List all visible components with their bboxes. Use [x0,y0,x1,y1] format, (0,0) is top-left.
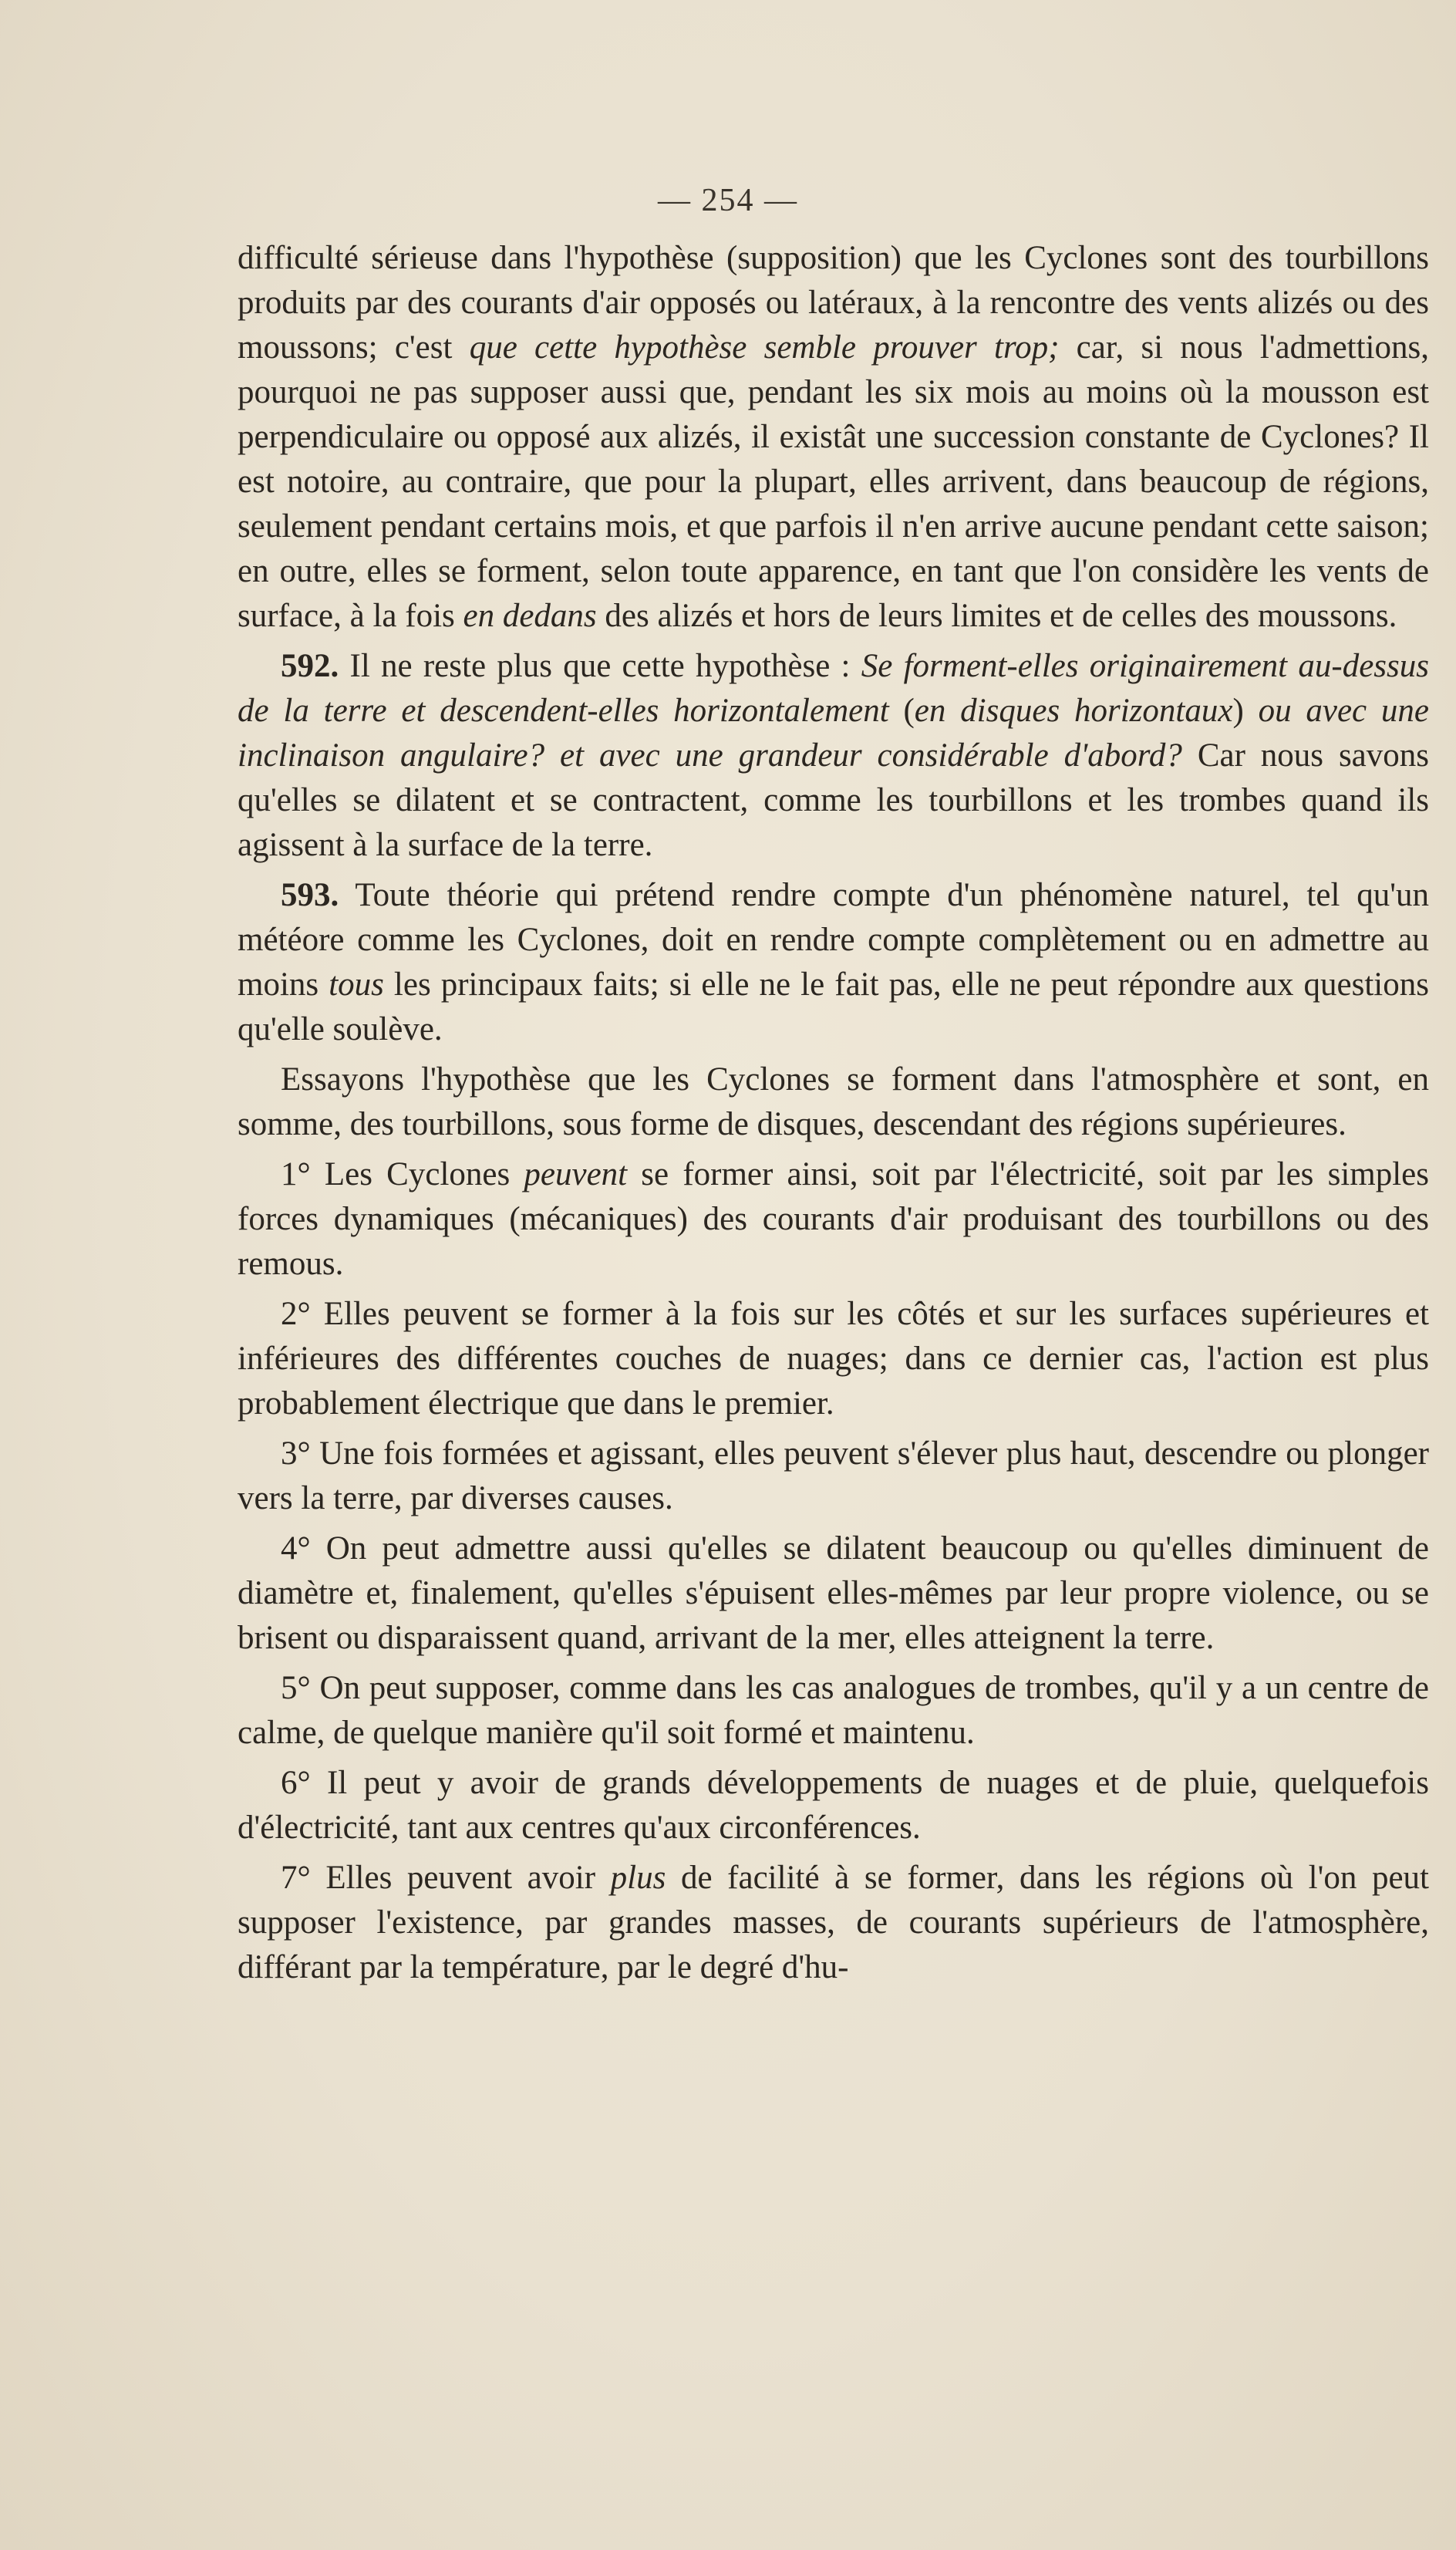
text-run: car, si nous l'admettions, pourquoi ne pas supposer aussi que, pendant les six mois au moins où la mousson est perpendiculaire ou opposé aux alizés, il existât une succession constante de Cyclones? Il est notoire, au contraire, que pour la plupart, elles arrivent, dans beaucoup de régions, seulement pendant certains mois, et que parfois il n'en arrive aucune pendant cette saison; en outre, elles se forment, selon toute apparence, en tant que l'on considère les vents de surface, à la fois [238,329,1429,634]
italic-text: plus [610,1860,666,1896]
paragraph [238,1856,1429,1990]
text-run: de facilité à se former, dans les régions où l'on peut supposer l'existence, par grandes masses, de courants supérieurs de l'atmosphère, différant par la température, par le degré d'hu- [238,1860,1429,1985]
paragraph [238,1761,1429,1850]
text-run: 1° Les Cyclones [281,1156,524,1192]
text-run: se former ainsi, soit par l'électricité, soit par les simples forces dynamiques (mécaniques) des courants d'air produisant des tourbillons ou des remous. [238,1156,1429,1282]
paragraph [238,1432,1429,1521]
paragraph [238,644,1429,868]
text-run: 4° On peut admettre aussi qu'elles se dilatent beaucoup ou qu'elles diminuent de diamètre et, finalement, qu'elles s'épuisent elles-mêmes par leur propre violence, ou se brisent ou disparaissent quand, arrivant de la mer, elles atteignent la terre. [238,1530,1429,1656]
text-run: Toute théorie qui prétend rendre compte d'un phénomène naturel, tel qu'un météore comme les Cyclones, doit en rendre compte complètement ou en admettre au moins [238,877,1429,1003]
paragraph [238,1666,1429,1756]
text-run: difficulté sérieuse dans l'hypothèse (supposition) que les Cyclones sont des tourbillons produits par des courants d'air opposés ou latéraux, à la rencontre des vents alizés ou des moussons; c'est [238,240,1429,366]
text-run: 3° Une fois formées et agissant, elles peuvent s'élever plus haut, descendre ou plonger vers la terre, par diverses causes. [238,1435,1429,1516]
text-run: ( [888,693,915,729]
text-run: 7° Elles peuvent avoir [281,1860,611,1896]
paragraph [238,236,1429,639]
paragraph [238,1152,1429,1287]
paragraph [238,1526,1429,1661]
text-run: Car nous savons qu'elles se dilatent et se contractent, comme les tourbillons et les trombes quand ils agissent à la surface de la terre. [238,737,1429,863]
italic-text: tous [329,966,384,1003]
paragraph-number: 593. [281,877,339,913]
paragraph [238,1057,1429,1147]
text-run: 2° Elles peuvent se former à la fois sur les côtés et sur les surfaces supérieures et inférieures des différentes couches de nuages; dans ce dernier cas, l'action est plus probablement électrique que dans le premier. [238,1296,1429,1422]
paragraph [238,873,1429,1052]
body-text [238,236,1429,1995]
text-run: Il ne reste plus que cette hypothèse : [339,648,861,684]
paragraph [238,1292,1429,1426]
text-run: 6° Il peut y avoir de grands développements de nuages et de pluie, quelquefois d'électricité, tant aux centres qu'aux circonférences. [238,1765,1429,1846]
italic-text: peuvent [524,1156,628,1192]
text-run: les principaux faits; si elle ne le fait pas, elle ne peut répondre aux questions qu'elle soulève. [238,966,1429,1047]
italic-text: Se forment-elles originairement au-dessus de la terre et descendent-elles horizontalement [238,648,1429,729]
text-run: Essayons l'hypothèse que les Cyclones se forment dans l'atmosphère et sont, en somme, des tourbillons, sous forme de disques, descendant des régions supérieures. [238,1061,1429,1142]
text-run: 5° On peut supposer, comme dans les cas analogues de trombes, qu'il y a un centre de calme, de quelque manière qu'il soit formé et maintenu. [238,1670,1429,1751]
paragraph-number: 592. [281,648,339,684]
italic-text: ou avec une inclinaison angulaire? et avec une grandeur considérable d'abord? [238,693,1429,774]
text-run: ) [1232,693,1259,729]
page-number: — 254 — [658,183,798,218]
text-run: des alizés et hors de leurs limites et de celles des moussons. [596,598,1397,634]
italic-text: que cette hypothèse semble prouver trop; [469,329,1060,366]
italic-text: en dedans [463,598,597,634]
italic-text: en disques horizontaux [914,693,1233,729]
